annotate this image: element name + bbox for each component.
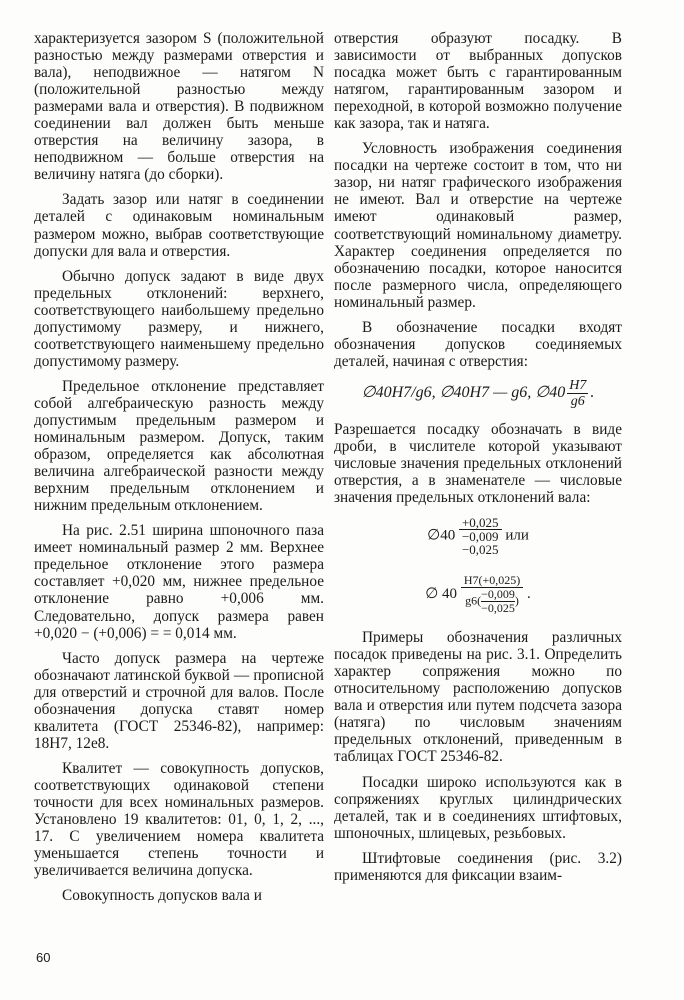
deviation-formula-numeric [334,516,622,556]
paragraph: Квалитет — совокупность допусков, соответствующих одинаковой степени точности для всех номинальных размеров. Установлено 19 квалитетов: 01, 0, 1, 2, ..., 17. С увеличением номера квалитета уменьшается степень точности и увеличивается величина допуска. [34,759,324,880]
deviation-formula-combined [334,574,622,615]
fit-notation-formula [334,378,622,409]
paragraph: Штифтовые соединения (рис. 3.2) применяются для фиксации взаим- [334,849,622,884]
paragraph: Часто допуск размера на чертеже обозначают латинской буквой — прописной для отверстий и строчной для валов. После обозначения допуска ставят номер квалитета (ГОСТ 25346-82), например: 18H7, 12e8. [34,649,324,752]
hole-deviation: +0,025 [459,516,502,530]
paragraph: Разрешается посадку обозначать в виде дроби, в числителе которой указывают числовые значения предельных отклонений отверстия, а в знаменателе — числовые значения предельных отклонений вала: [334,420,622,507]
fraction-denominator: g6 [570,393,585,409]
shaft-tolerance [461,588,523,615]
paragraph: Условность изображения соединения посадки на чертеже состоит в том, что ни зазор, ни натяг графического изображения не имеют. Вал и отверстие на чертеже имеют одинаковый размер, соответствующий номинальному диаметру. Характер соединения определяется по обозначению посадки, которое наносится после размерного числа, определяющего номинальный размер. [334,140,622,311]
paragraph: характеризуется зазором S (положительной разностью между размерами отверстия и вала), неподвижное — натягом N (положительной разностью между размерами вала и отверстия). В подвижном соединении вал должен быть меньше отверстия на величину зазора, в неподвижном — больше отверстия на величину натяга (до сборки). [34,30,324,184]
deviation-fraction [461,574,523,615]
paragraph: В обозначение посадки входят обозначения допусков соединяемых деталей, начиная с отверстия: [334,318,622,370]
formula-suffix: или [505,527,529,544]
deviation-fraction [459,516,502,556]
left-column [34,30,324,912]
page-number: 60 [36,950,51,965]
formula-end: . [527,586,531,603]
paragraph: Посадки широко используются как в сопряжениях круглых цилиндрических деталей, так и в соединениях штифтовых, шпоночных, шлицевых, резьбовых. [334,773,622,842]
formula-part: ∅40H7/g6, [361,384,436,402]
paragraph: Совокупность допусков вала и [62,887,262,905]
shaft-field-close: ) [514,593,519,608]
paragraph: Предельное отклонение представляет собой алгебраическую разность между допустимым предельным размером и номинальным размером. Допуск, таким образом, определяется как абсолютная величина алгебраической разности между верхним предельным отклонением и нижним предельным отклонением. [34,377,324,515]
formula-fraction [567,378,588,409]
hole-tolerance: H7(+0,025) [461,574,523,588]
fraction-numerator: H7 [569,377,587,393]
formula-prefix: ∅ 40 [425,586,458,603]
formula-part: ∅40H7 — g6, [439,384,532,402]
shaft-lower-deviation: −0,025 [461,542,499,558]
shaft-field: g6( [465,593,482,608]
paragraph: Обычно допуск задают в виде двух предельных отклонений: верхнего, соответствующего наибольшему предельно допустимому размеру, и нижнего, соответствующего наименьшему предельно допустимому размеру. [34,267,324,370]
paragraph: На рис. 2.51 ширина шпоночного паза имеет номинальный размер 2 мм. Верхнее предельное отклонение этого размера составляет +0,020 мм, нижнее предельное отклонение равно +0,006 мм. Следовательно, допуск размера равен +0,020 − (+0,006) = = 0,014 мм. [34,522,324,642]
formula-end: . [590,384,595,402]
paragraph: отверстия образуют посадку. В зависимости от выбранных допусков посадка может быть с гарантированным натягом, гарантированным зазором и переходной, в которой возможно получение как зазора, так и натяга. [334,30,622,133]
right-column [334,30,622,892]
formula-prefix: ∅40 [427,527,456,544]
paragraph: Примеры обозначения различных посадок приведены на рис. 3.1. Определить характер сопряжения можно по относительному расположению допусков вала и отверстия или путем подсчета зазора (натяга) по числовым значениям предельных отклонений, приведенным в таблицах ГОСТ 25346-82. [334,629,622,766]
paragraph: Задать зазор или натяг в соединении деталей с одинаковым номинальным размером можно, выбрав соответствующие допуски для вала и отверстия. [34,191,324,260]
formula-part: ∅40 [535,384,566,402]
shaft-upper-deviation: −0,009 [461,529,499,545]
shaft-lower-deviation: −0,025 [481,601,515,616]
shaft-upper-deviation: −0,009 [481,587,515,602]
